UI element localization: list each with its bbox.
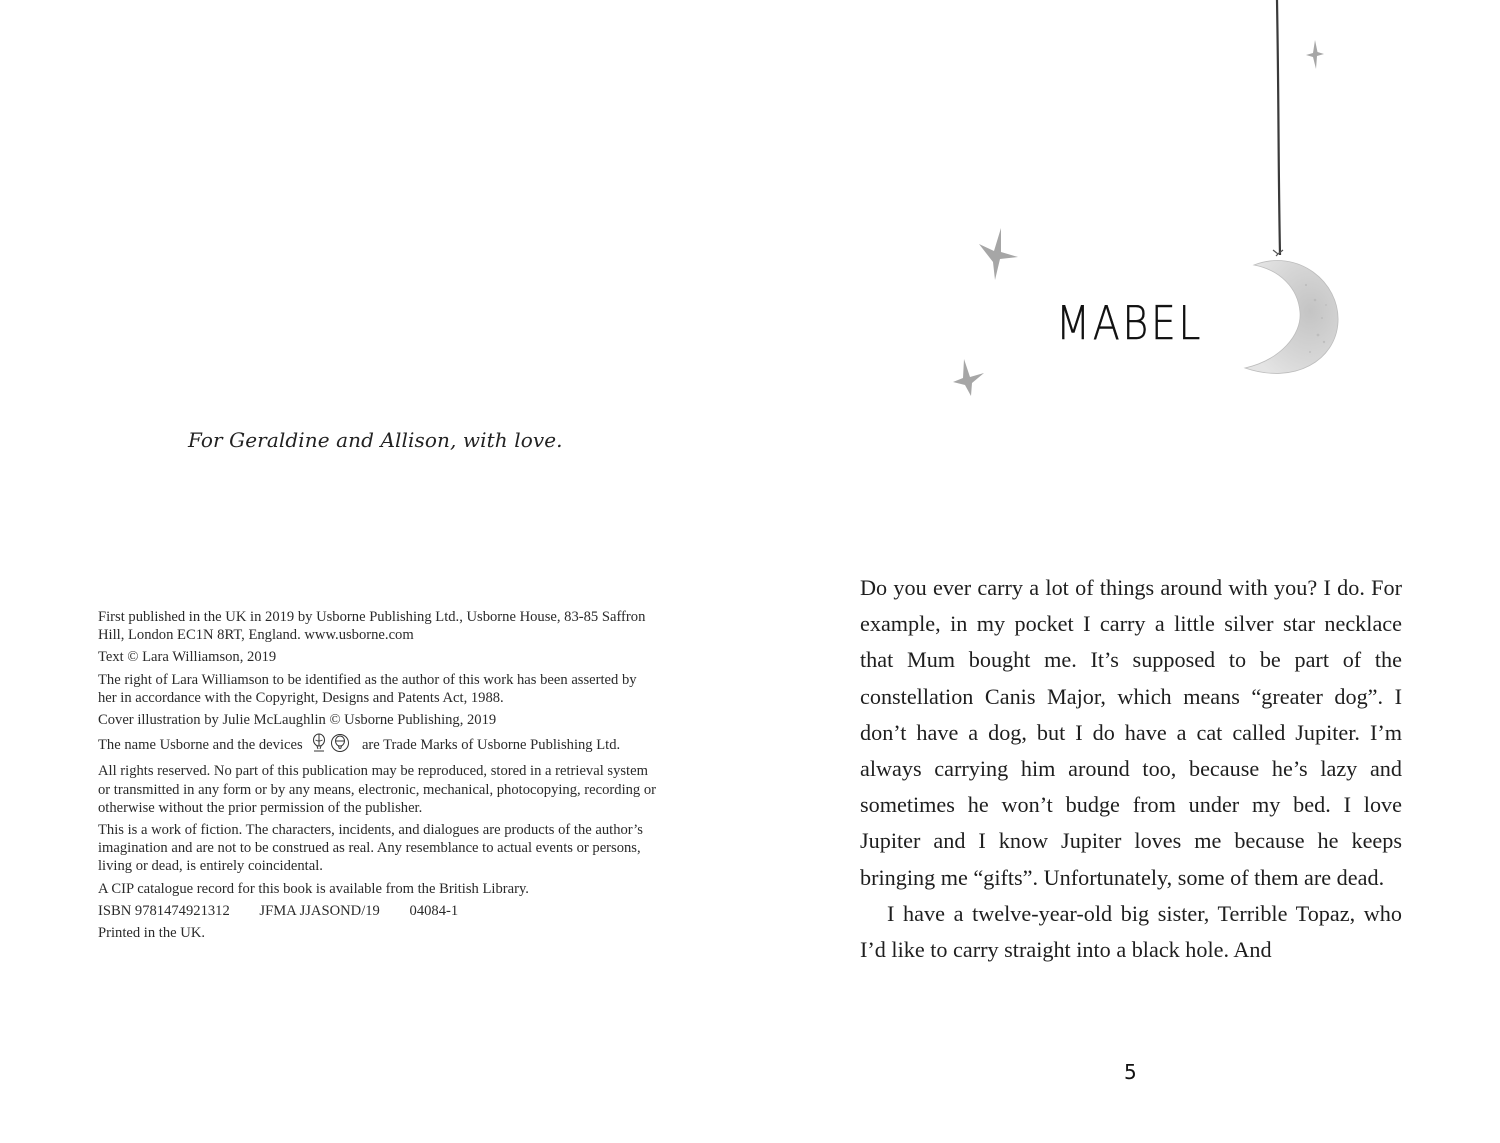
- isbn-row: [98, 902, 658, 920]
- trademark-prefix: The name Usborne and the devices: [98, 737, 303, 754]
- right-page: [750, 0, 1500, 1143]
- trademark-suffix: are Trade Marks of Usborne Publishing Ltd.: [361, 737, 621, 754]
- crescent-moon-icon: [1245, 261, 1338, 374]
- cover-credit: Cover illustration by Julie McLaughlin © Usborne Publishing, 2019: [98, 712, 497, 729]
- star-icon: [953, 359, 984, 396]
- job-number: 04084-1: [409, 902, 459, 919]
- rights-reserved-notice: All rights reserved. No part of this publication may be reproduced, stored in a retrieval system or transmitted in any form or by any means, electronic, mechanical, photocopying, recording or otherwise without the prior permission of the publisher.: [98, 763, 657, 816]
- chapter-body: [860, 570, 1402, 968]
- publication-notice: First published in the UK in 2019 by Usborne Publishing Ltd., Usborne House, 83-85 Saffron Hill, London EC1N 8RT, England. www.usborne.com: [98, 609, 646, 644]
- chapter-title: MABEL: [1056, 296, 1204, 350]
- fiction-disclaimer: This is a work of fiction. The characters, incidents, and dialogues are products of the author’s imagination and are not to be construed as real. Any resemblance to actual events or persons, living or dead, is entirely coincidental.: [98, 822, 643, 875]
- trademark-devices: [310, 733, 352, 758]
- isbn: ISBN 9781474921312: [98, 902, 230, 919]
- trademark-notice: [98, 733, 658, 758]
- printed-in: Printed in the UK.: [98, 925, 206, 942]
- text-copyright: Text © Lara Williamson, 2019: [98, 649, 277, 666]
- star-icon: [1306, 40, 1324, 69]
- star-icon: [979, 228, 1018, 280]
- print-code: JFMA JJASOND/19: [259, 902, 380, 919]
- moral-rights-notice: The right of Lara Williamson to be identified as the author of this work has been asserted by her in accordance with the Copyright, Designs and Patents Act, 1988.: [98, 671, 637, 706]
- dedication: For Geraldine and Allison, with love.: [188, 428, 563, 452]
- paragraph: Do you ever carry a lot of things around with you? I do. For example, in my pocket I carry a little silver star necklace that Mum bought me. It’s supposed to be part of the constellation Canis Major, which means “greater dog”. I don’t have a dog, but I do have a cat called Jupiter. I’m always carrying him around too, because he’s lazy and sometimes he won’t budge from under my bed. I love Jupiter and I know Jupiter loves me because he keeps bringing me “gifts”. Unfortunately, some of them are dead.: [860, 575, 1402, 890]
- string-knot: [1273, 250, 1283, 256]
- hanging-string: [1277, 0, 1280, 255]
- paragraph: I have a twelve-year-old big sister, Terrible Topaz, who I’d like to carry straight into a black hole. And: [860, 900, 1402, 963]
- balloon-roundel-logo-icon: [332, 735, 349, 752]
- cip-record: A CIP catalogue record for this book is available from the British Library.: [98, 880, 529, 897]
- balloon-logo-icon: [314, 734, 325, 751]
- imprint-block: [98, 608, 658, 946]
- chapter-illustration: [750, 0, 1500, 420]
- page-number: 5: [1124, 1060, 1137, 1084]
